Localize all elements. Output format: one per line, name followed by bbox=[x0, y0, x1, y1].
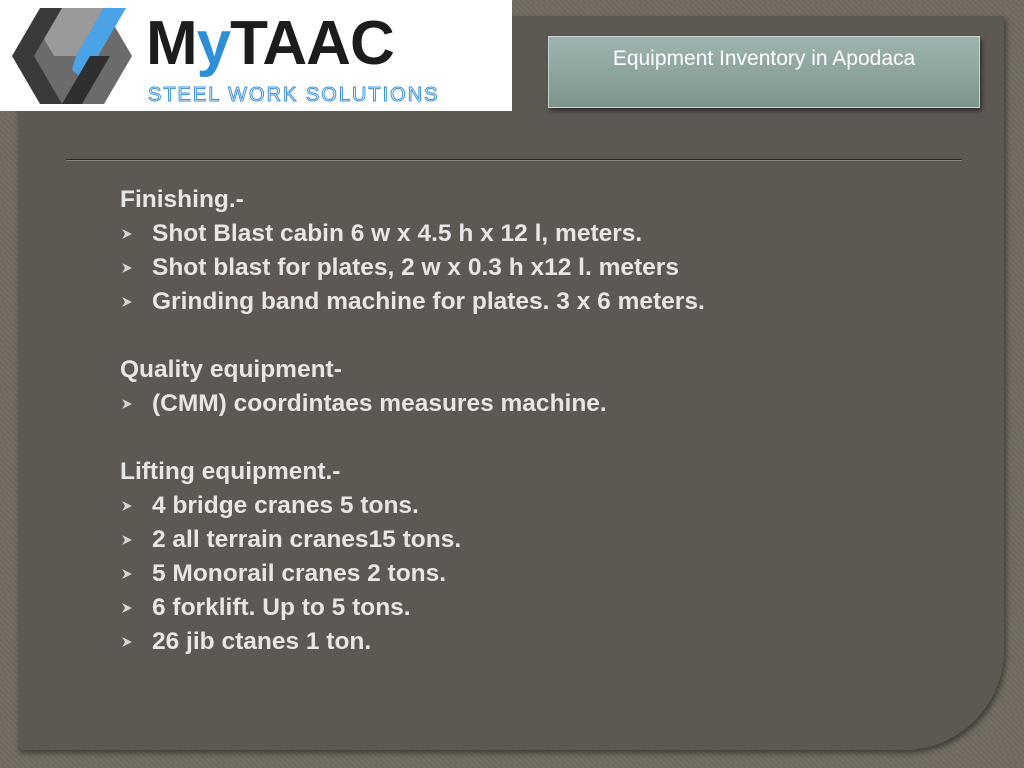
arrowhead-bullet-icon bbox=[120, 261, 134, 275]
arrowhead-bullet-icon bbox=[120, 227, 134, 241]
inventory-content bbox=[120, 183, 940, 693]
list-item-text: 4 bridge cranes 5 tons. bbox=[152, 492, 419, 519]
list-item-text: 2 all terrain cranes15 tons. bbox=[152, 526, 462, 553]
list-item-text: 6 forklift. Up to 5 tons. bbox=[152, 594, 411, 621]
list-item-text: 5 Monorail cranes 2 tons. bbox=[152, 560, 447, 587]
list-item-text: Shot Blast cabin 6 w x 4.5 h x 12 l, meters. bbox=[152, 220, 643, 247]
list-item-text: Shot blast for plates, 2 w x 0.3 h x12 l. meters bbox=[152, 254, 679, 281]
list-item bbox=[120, 625, 940, 659]
list-item bbox=[120, 251, 940, 285]
brand-suffix: TAAC bbox=[230, 9, 394, 78]
brand-accent: y bbox=[196, 9, 231, 78]
title-divider bbox=[66, 159, 962, 161]
arrowhead-bullet-icon bbox=[120, 397, 134, 411]
logo-mark-icon bbox=[4, 4, 136, 108]
section-lifting bbox=[120, 455, 940, 659]
arrowhead-bullet-icon bbox=[120, 635, 134, 649]
arrowhead-bullet-icon bbox=[120, 295, 134, 309]
section-heading: Quality equipment- bbox=[120, 356, 342, 383]
company-logo bbox=[0, 0, 512, 111]
slide-title: Equipment Inventory in Apodaca bbox=[612, 47, 916, 70]
list-item-text: (CMM) coordintaes measures machine. bbox=[152, 390, 607, 417]
list-item bbox=[120, 387, 940, 421]
list-item-text: Grinding band machine for plates. 3 x 6 meters. bbox=[152, 288, 705, 315]
logo-brand-name bbox=[146, 9, 394, 78]
list-item bbox=[120, 285, 940, 319]
arrowhead-bullet-icon bbox=[120, 499, 134, 513]
list-item-text: 26 jib ctanes 1 ton. bbox=[152, 628, 372, 655]
brand-prefix: M bbox=[146, 9, 197, 78]
section-finishing bbox=[120, 183, 940, 319]
list-item bbox=[120, 489, 940, 523]
section-heading: Lifting equipment.- bbox=[120, 458, 341, 485]
section-quality bbox=[120, 353, 940, 421]
arrowhead-bullet-icon bbox=[120, 567, 134, 581]
logo-tagline: STEEL WORK SOLUTIONS bbox=[148, 84, 440, 106]
arrowhead-bullet-icon bbox=[120, 533, 134, 547]
list-item bbox=[120, 557, 940, 591]
slide-title-box bbox=[548, 36, 980, 108]
list-item bbox=[120, 591, 940, 625]
arrowhead-bullet-icon bbox=[120, 601, 134, 615]
section-heading: Finishing.- bbox=[120, 186, 244, 213]
list-item bbox=[120, 523, 940, 557]
list-item bbox=[120, 217, 940, 251]
